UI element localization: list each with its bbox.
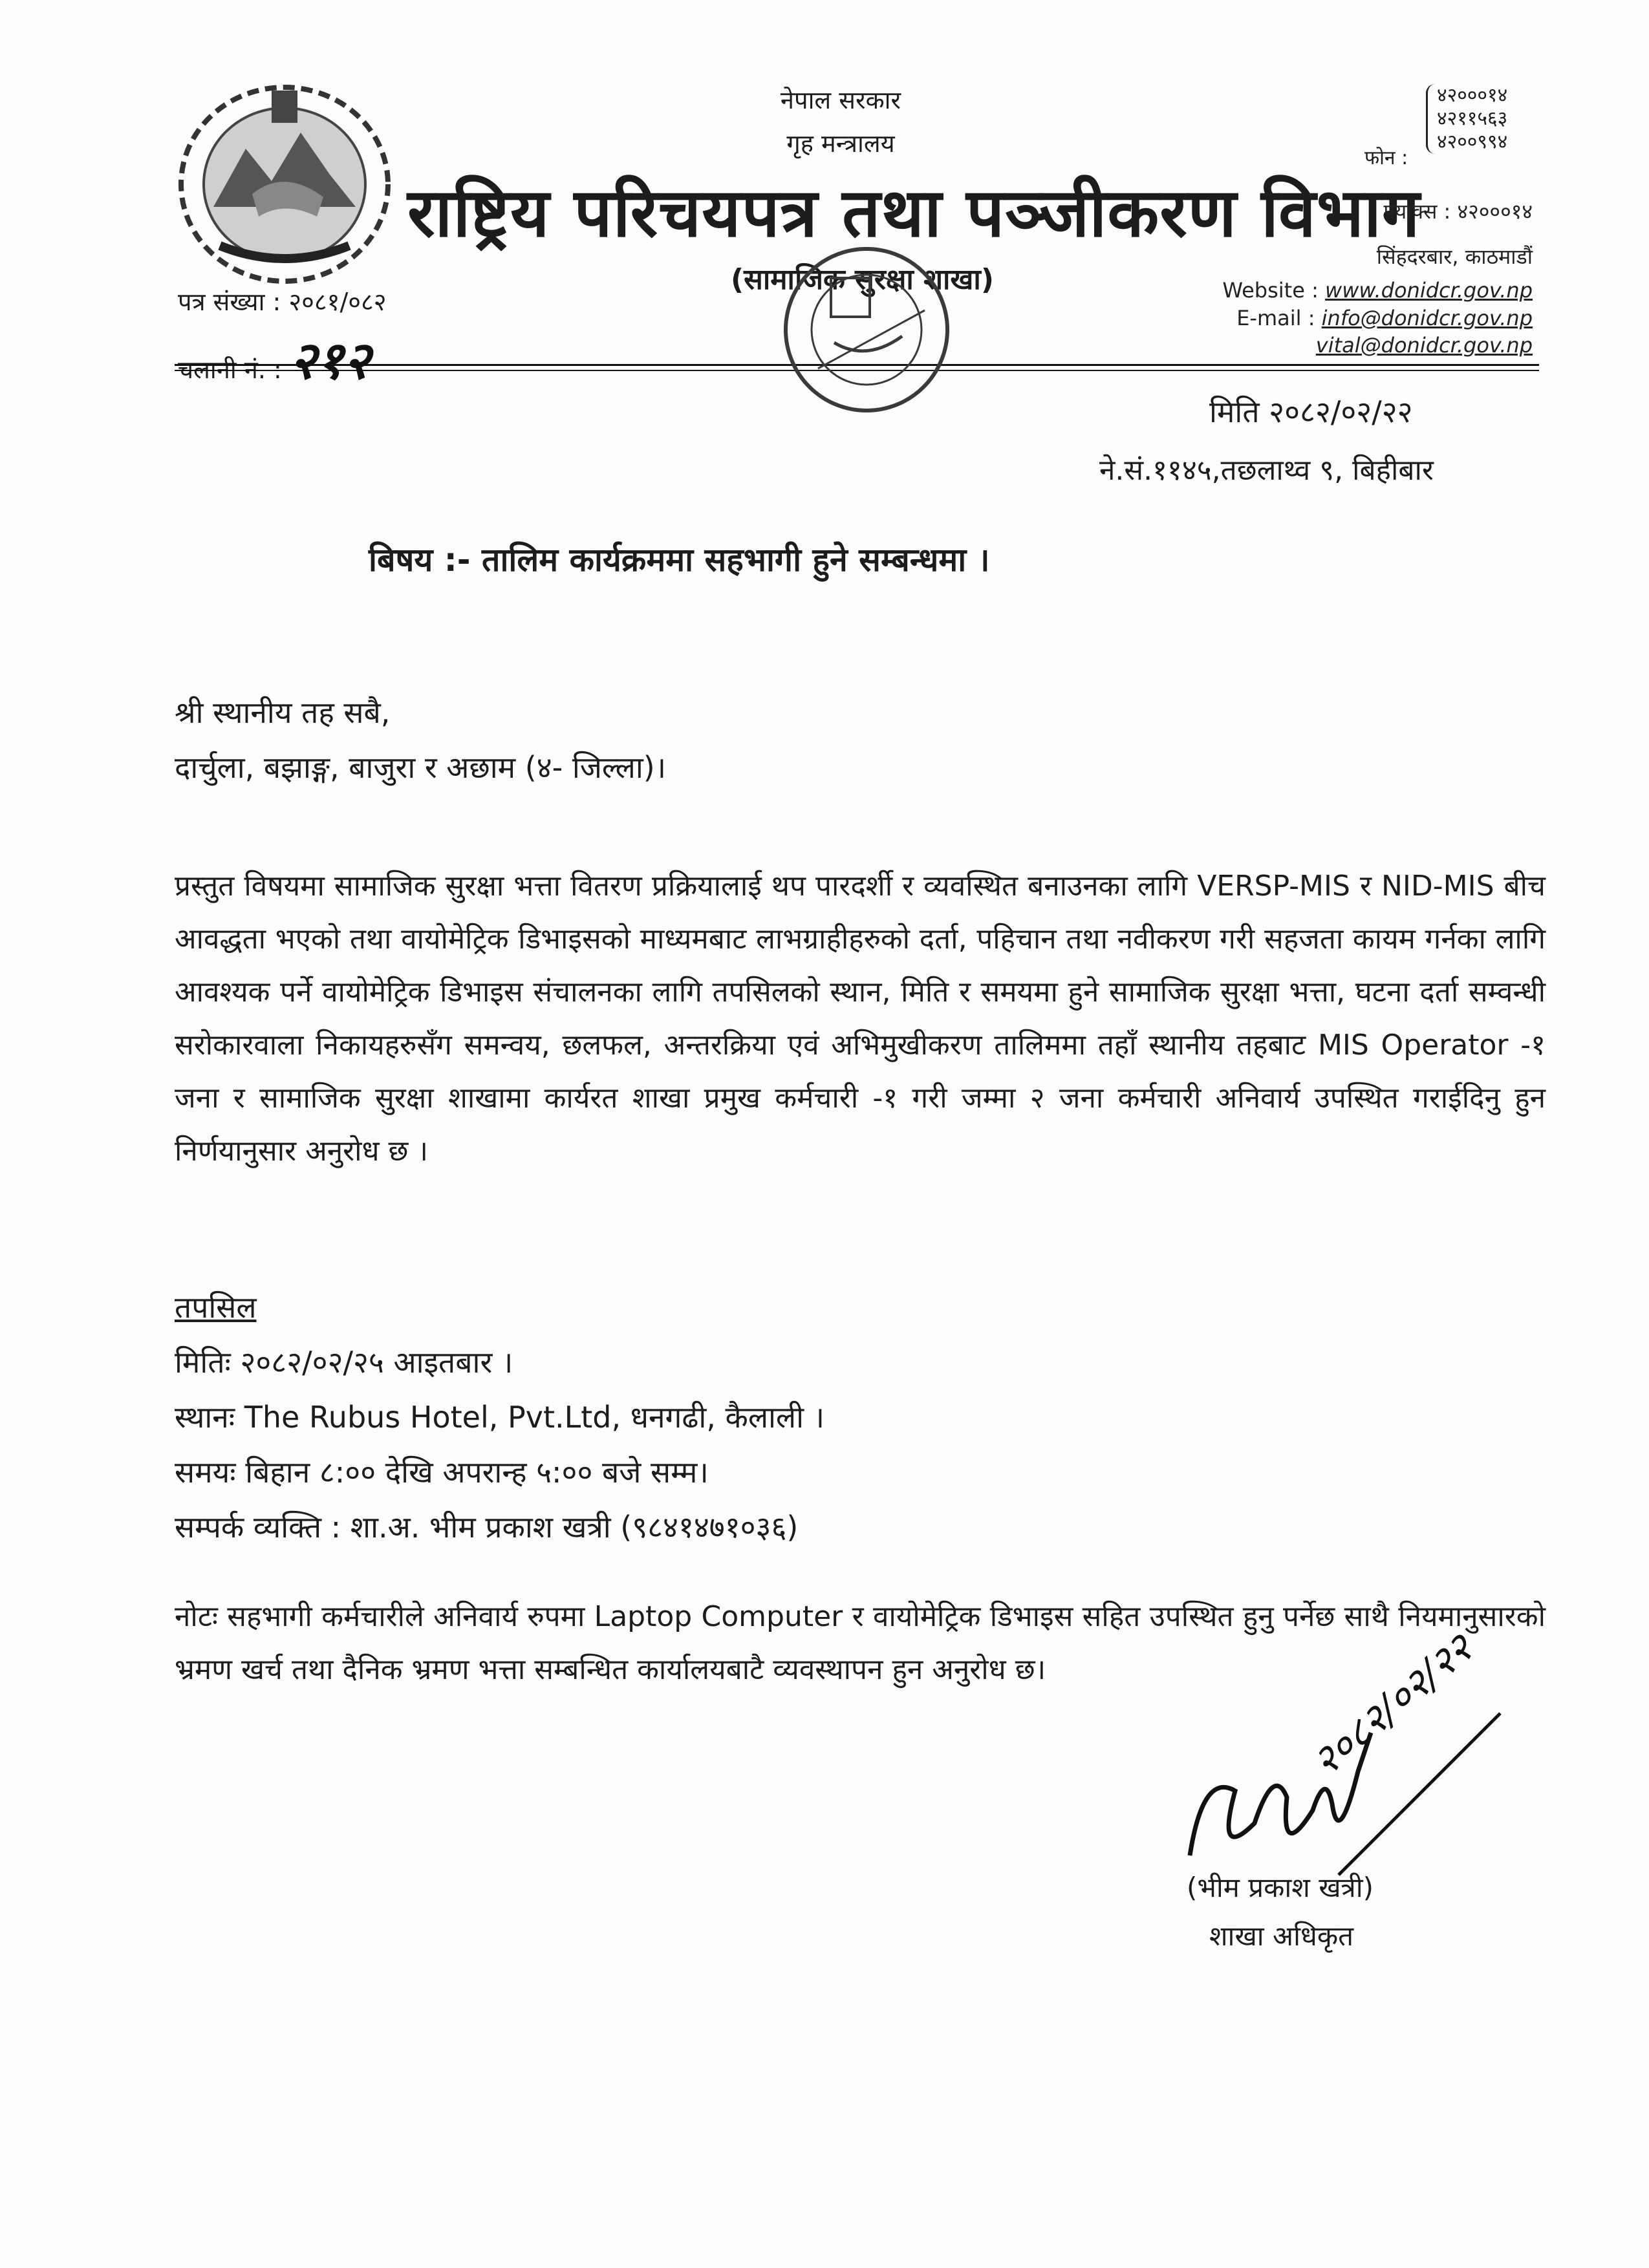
details-time: समयः बिहान ८:०० देखि अपरान्ह ५:०० बजे सम्म। xyxy=(175,1455,709,1490)
phone-number: ४२०००१४ xyxy=(1437,84,1508,107)
details-heading: तपसिल xyxy=(175,1290,257,1325)
email-label: E-mail : xyxy=(1236,306,1315,330)
website-row xyxy=(1222,278,1533,303)
date-bs: मिति २०८२/०२/२२ xyxy=(1209,394,1413,429)
addressee-line-2: दार्चुला, बझाङ्ग, बाजुरा र अछाम (४- जिल्ला)। xyxy=(175,750,667,785)
department-name: राष्ट्रिय परिचयपत्र तथा पञ्जीकरण विभाग xyxy=(407,173,1421,252)
dispatch-label: चलानी नं. : xyxy=(178,356,282,384)
details-place: स्थानः The Rubus Hotel, Pvt.Ltd, धनगढी, कैलाली । xyxy=(175,1400,825,1435)
letter-subject: बिषय :- तालिम कार्यक्रममा सहभागी हुने सम्बन्धमा । xyxy=(369,541,990,579)
signature-date-handwritten: २०८२/०२/२२ xyxy=(1302,1624,1482,1786)
phone-list xyxy=(1426,84,1507,154)
email-link-secondary[interactable]: vital@donidcr.gov.np xyxy=(1315,333,1533,358)
section-name: (सामाजिक सुरक्षा शाखा) xyxy=(731,263,994,296)
email-secondary-row xyxy=(1316,333,1533,358)
letter-body: प्रस्तुत विषयमा सामाजिक सुरक्षा भत्ता वितरण प्रक्रियालाई थप पारदर्शी र व्यवस्थित बनाउनका लागि VERSP-MIS र NID-MIS बीच आवद्धता भएको तथा वायोमेट्रिक डिभाइसको माध्यमबाट लाभग्राहीहरुको दर्ता, पहिचान तथा नवीकरण गरी सहजता कायम गर्नका लागि आवश्यक पर्ने वायोमेट्रिक डिभाइस संचालनका लागि तपसिलको स्थान, मिति र समयमा हुने सामाजिक सुरक्षा भत्ता, घटना दर्ता सम्वन्धी सरोकारवाला निकायहरुसँग समन्वय, छलफल, अन्तरक्रिया एवं अभिमुखीकरण तालिममा तहाँ स्थानीय तहबाट MIS Operator -१ जना र सामाजिक सुरक्षा शाखामा कार्यरत शाखा प्रमुख कर्मचारी -१ गरी जम्मा २ जना कर्मचारी अनिवार्य उपस्थित गराईदिनु हुन निर्णयानुसार अनुरोध छ । xyxy=(175,870,1546,1168)
government-name: नेपाल सरकार xyxy=(780,86,901,114)
addressee-line-1: श्री स्थानीय तह सबै, xyxy=(175,695,391,730)
phone-number: ४२११५६३ xyxy=(1437,107,1508,130)
email-link[interactable]: info@donidcr.gov.np xyxy=(1321,306,1533,330)
office-address: सिंहदरबार, काठमाडौं xyxy=(1376,244,1533,269)
details-date: मितिः २०८२/०२/२५ आइतबार । xyxy=(175,1345,513,1380)
office-stamp xyxy=(757,239,976,420)
signatory-designation: शाखा अधिकृत xyxy=(1209,1920,1354,1952)
signatory-name: (भीम प्रकाश खत्री) xyxy=(1187,1872,1374,1903)
dispatch-number-handwritten: २१२ xyxy=(289,330,371,390)
details-contact: सम्पर्क व्यक्ति : शा.अ. भीम प्रकाश खत्री (९८४१४७१०३६) xyxy=(175,1510,799,1545)
phone-label: फोन : xyxy=(1364,147,1408,169)
website-label: Website : xyxy=(1222,278,1319,303)
website-link[interactable]: www.donidcr.gov.np xyxy=(1325,278,1533,303)
nepal-emblem-icon xyxy=(175,78,394,291)
letter-note: नोटः सहभागी कर्मचारीले अनिवार्य रुपमा Laptop Computer र वायोमेट्रिक डिभाइस सहित उपस्थित हुनु पर्नेछ साथै नियमानुसारको भ्रमण खर्च तथा दैनिक भ्रमण भत्ता सम्बन्धित कार्यालयबाटै व्यवस्थापन हुन अनुरोध छ। xyxy=(175,1600,1546,1686)
date-nepal-sambat: ने.सं.११४५,तछलाथ्व ९, बिहीबार xyxy=(1099,454,1434,487)
letter-number: पत्र संख्या : २०८१/०८२ xyxy=(178,288,387,316)
ministry-name: गृह मन्त्रालय xyxy=(786,129,895,158)
fax-number: फ्याक्स : ४२०००१४ xyxy=(1383,199,1533,224)
dispatch-row xyxy=(178,323,371,394)
email-row xyxy=(1236,306,1533,330)
phone-number: ४२००९९४ xyxy=(1437,131,1508,153)
